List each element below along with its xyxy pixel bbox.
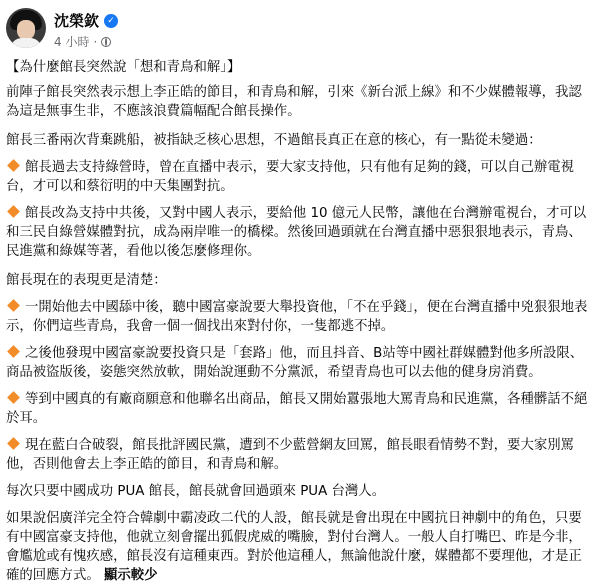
orange-diamond-icon: [7, 345, 20, 358]
paragraph-1: 前陣子館長突然表示想上李正皓的節目，和青鳥和解，引來《新台派上線》和不少媒體報導，我認為這是無事生非，不應該浪費篇幅配合館長操作。: [6, 85, 582, 119]
orange-diamond-icon: [7, 391, 20, 404]
bullet-item-4: [6, 344, 594, 382]
orange-diamond-icon: [7, 437, 20, 450]
paragraph-3: 館長現在的表現更是清楚：: [6, 273, 167, 288]
time-row: [54, 33, 118, 50]
author-row: [54, 10, 118, 31]
see-less-link[interactable]: 顯示較少: [104, 568, 158, 583]
avatar-shirt: [10, 38, 42, 48]
bullet-text-5: 等到中國真的有廠商願意和他聯名出商品，館長又開始囂張地大罵青鳥和民進黨，各種髒話不絕於耳。: [6, 392, 588, 426]
avatar-face: [17, 20, 35, 40]
bullet-text-4: 之後他發現中國富豪說要投資只是「套路」他，而且抖音、B站等中國社群媒體對他多所設限、商品被盜版後，姿態突然放軟，開始說運動不分黨派，希望青鳥也可以去他的健身房消費。: [6, 346, 584, 380]
author-name[interactable]: 沈榮欽: [54, 12, 100, 30]
bullet-text-3: 一開始他去中國舔中後，聽中國富豪說要大舉投資他，「不在乎錢」，便在台灣直播中兇狠狠地表示，你們這些青鳥，我會一個一個找出來對付你，一隻都逃不掉。: [6, 300, 588, 334]
orange-diamond-icon: [7, 205, 20, 218]
globe-icon[interactable]: [101, 37, 111, 47]
author-avatar[interactable]: [6, 8, 46, 48]
bullet-text-2: 館長改為支持中共後，又對中國人表示，要給他 10 億元人民幣，讓他在台灣辦電視台，才可以和三民自綠營媒體對抗，成為兩岸唯一的橋樑。然後回過頭就在台灣直播中惡狠狠地表示，青鳥、民進黨和綠媒等著，看他以後怎麼修理你。: [6, 206, 587, 259]
orange-diamond-icon: [7, 299, 20, 312]
paragraph-5-text: 如果說侶廣洋完全符合韓劇中霸凌政二代的人設，館長就是會出現在中國抗日神劇中的角色，只要有中國富豪支持他，他就立刻會擺出狐假虎威的嘴臉，對付台灣人。一般人自打嘴巴、昨是今非，會尷尬或有愧疚感，館長沒有這種東西。對於他這種人，無論他說什麼，媒體都不要理他，才是正確的回應方式。: [6, 511, 582, 583]
post-timestamp[interactable]: 4 小時: [54, 35, 90, 49]
bullet-item-2: [6, 204, 594, 261]
paragraph-4: 每次只要中國成功 PUA 館長，館長就會回過頭來 PUA 台灣人。: [6, 484, 386, 499]
meta-separator: ·: [93, 34, 98, 49]
paragraph-5: [6, 509, 594, 585]
bullet-item-6: [6, 436, 594, 474]
bullet-text-1: 館長過去支持綠營時，曾在直播中表示，要大家支持他，只有他有足夠的錢，可以自己辦電視台，才可以和蔡衍明的中天集團對抗。: [6, 160, 575, 194]
post-meta: [54, 10, 118, 50]
verified-check-icon: ✓: [104, 14, 118, 28]
bullet-item-5: [6, 390, 594, 428]
orange-diamond-icon: [7, 159, 20, 172]
bullet-item-1: [6, 158, 594, 196]
post-title: 【為什麼館長突然說「想和青鳥和解」】: [6, 60, 241, 75]
bullet-text-6: 現在藍白合破裂，館長批評國民黨，遭到不少藍營網友回罵，館長眼看情勢不對，要大家別罵他，否則他會去上李正皓的節目，和青鳥和解。: [6, 438, 575, 472]
paragraph-2: 館長三番兩次背棄跳船，被指缺乏核心思想，不過館長真正在意的核心，有一點從未變過：: [6, 133, 542, 148]
bullet-item-3: [6, 298, 594, 336]
post-content: [6, 58, 594, 585]
post-header: [6, 8, 594, 52]
